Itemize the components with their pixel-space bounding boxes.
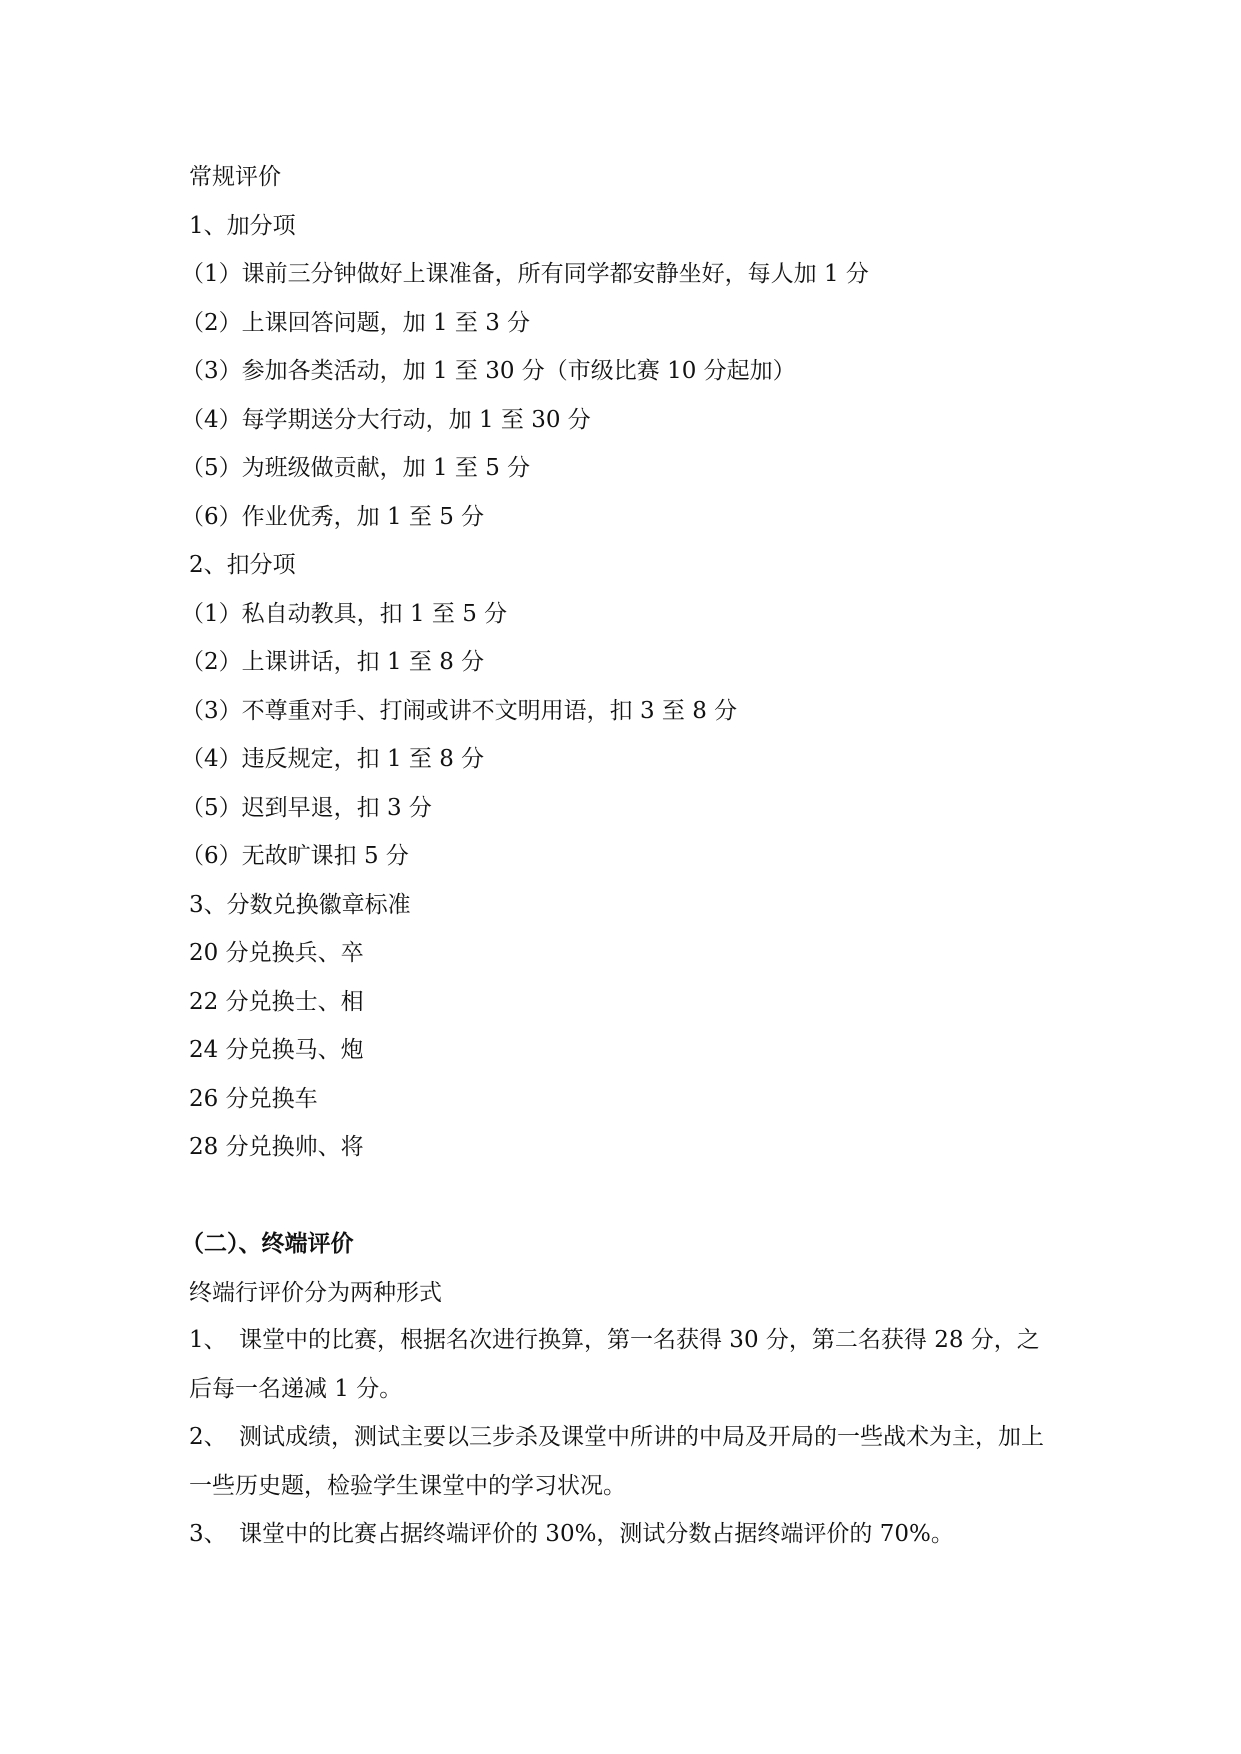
final-item [189,1510,1059,1559]
minus-item: （4）违反规定，扣 1 至 8 分 [181,746,485,772]
final-item [189,1413,1059,1511]
minus-item: （6）无故旷课扣 5 分 [181,843,409,869]
final-item-text: 测试成绩，测试主要以三步杀及课堂中所讲的中局及开局的一些战术为主，加上一些历史题，检验学生课堂中的学习状况。 [189,1424,1044,1499]
exchange-item: 24 分兑换马、炮 [189,1037,364,1063]
final-item-number: 2、 [189,1424,227,1450]
minus-item: （3）不尊重对手、打闹或讲不文明用语，扣 3 至 8 分 [181,698,738,724]
plus-item: （4）每学期送分大行动，加 1 至 30 分 [181,407,591,433]
final-intro: 终端行评价分为两种形式 [189,1280,442,1306]
minus-item: （2）上课讲话，扣 1 至 8 分 [181,649,485,675]
plus-heading: 1、加分项 [189,213,296,239]
final-item [189,1316,1059,1414]
exchange-item: 28 分兑换帅、将 [189,1134,364,1160]
plus-item: （1）课前三分钟做好上课准备，所有同学都安静坐好，每人加 1 分 [181,261,869,287]
plus-item: （3）参加各类活动，加 1 至 30 分（市级比赛 10 分起加） [181,358,796,384]
plus-item: （2）上课回答问题，加 1 至 3 分 [181,310,531,336]
section-title-final: （二）、终端评价 [181,1231,354,1257]
section-title-regular: 常规评价 [189,164,281,190]
exchange-item: 20 分兑换兵、卒 [189,940,364,966]
plus-item: （5）为班级做贡献，加 1 至 5 分 [181,455,531,481]
exchange-item: 26 分兑换车 [189,1086,318,1112]
minus-item: （1）私自动教具，扣 1 至 5 分 [181,601,508,627]
final-item-number: 1、 [189,1327,227,1353]
final-item-text: 课堂中的比赛，根据名次进行换算，第一名获得 30 分，第二名获得 28 分，之后每一名递减 1 分。 [189,1327,1040,1402]
minus-heading: 2、扣分项 [189,552,296,578]
exchange-item: 22 分兑换士、相 [189,989,364,1015]
plus-item: （6）作业优秀，加 1 至 5 分 [181,504,485,530]
minus-item: （5）迟到早退，扣 3 分 [181,795,432,821]
final-item-text: 课堂中的比赛占据终端评价的 30%，测试分数占据终端评价的 70%。 [239,1521,954,1547]
exchange-heading: 3、分数兑换徽章标准 [189,892,411,918]
final-item-number: 3、 [189,1521,227,1547]
